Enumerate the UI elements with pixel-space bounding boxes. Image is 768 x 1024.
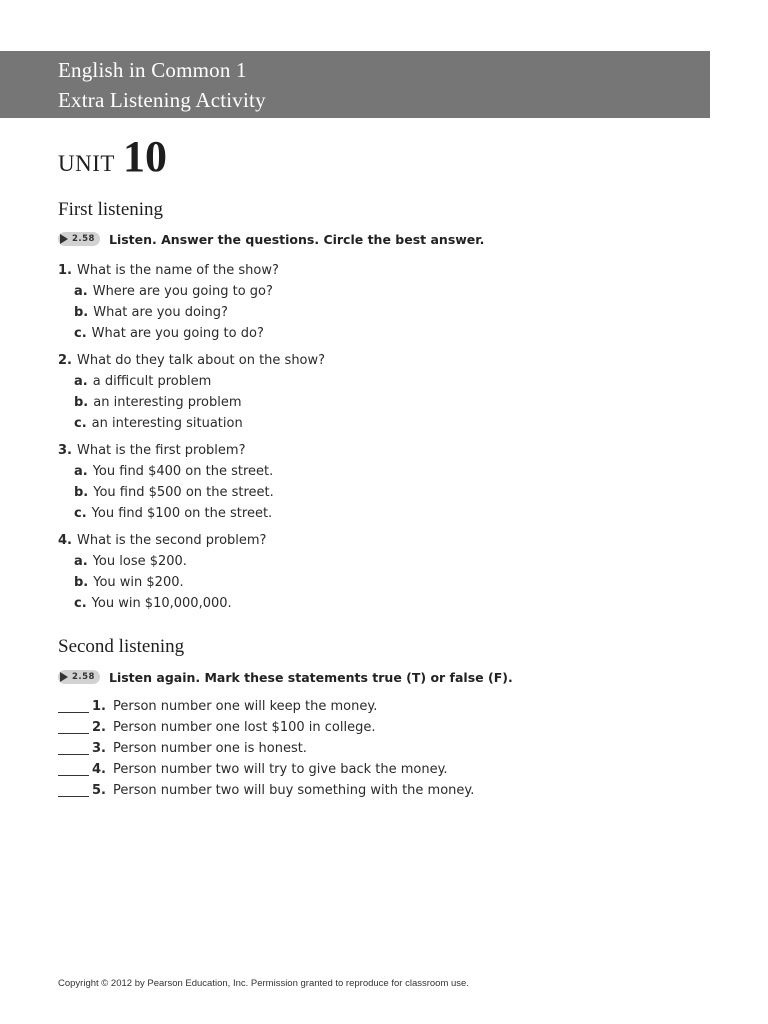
- track-number: 2.58: [72, 672, 95, 682]
- audio-track-badge[interactable]: [58, 670, 100, 684]
- play-icon: [60, 672, 68, 682]
- answer-blank[interactable]: [58, 785, 89, 797]
- question-number: 1.: [58, 263, 72, 278]
- answer-option[interactable]: b. You win $200.: [74, 575, 184, 590]
- answer-blank[interactable]: [58, 743, 89, 755]
- answer-option[interactable]: a. You lose $200.: [74, 554, 187, 569]
- header-band: [0, 51, 710, 118]
- statement-text: Person number two will try to give back the money.: [112, 762, 448, 777]
- statement-text: Person number one is honest.: [112, 741, 307, 756]
- answer-blank[interactable]: [58, 764, 89, 776]
- statement-row: 3. Person number one is honest.: [58, 738, 678, 759]
- statement-row: 2. Person number one lost $100 in college.: [58, 717, 678, 738]
- first-listening-instruction: [58, 230, 484, 248]
- answer-option[interactable]: a. Where are you going to go?: [74, 284, 273, 299]
- statement-text: Person number one lost $100 in college.: [112, 720, 376, 735]
- audio-track-badge[interactable]: [58, 232, 100, 246]
- question: [58, 440, 678, 524]
- question: [58, 530, 678, 614]
- unit-number: 10: [122, 132, 167, 181]
- question-text: What is the second problem?: [76, 533, 267, 548]
- answer-option[interactable]: b. You find $500 on the street.: [74, 485, 274, 500]
- statement-list: [58, 696, 678, 801]
- statement-row: 5. Person number two will buy something with the money.: [58, 780, 678, 801]
- first-listening-title: First listening: [58, 199, 164, 220]
- question-list: [58, 260, 678, 620]
- copyright-footer: Copyright © 2012 by Pearson Education, Inc. Permission granted to reproduce for classroom use.: [58, 978, 469, 989]
- unit-heading: [58, 131, 167, 182]
- question-number: 3.: [58, 443, 72, 458]
- question-text: What is the name of the show?: [76, 263, 279, 278]
- answer-option[interactable]: b. What are you doing?: [74, 305, 228, 320]
- activity-title: Extra Listening Activity: [58, 88, 266, 112]
- answer-option[interactable]: c. You win $10,000,000.: [74, 596, 232, 611]
- question: [58, 350, 678, 434]
- answer-option[interactable]: a. You find $400 on the street.: [74, 464, 274, 479]
- answer-blank[interactable]: [58, 701, 89, 713]
- answer-option[interactable]: c. What are you going to do?: [74, 326, 264, 341]
- instruction-text: Listen again. Mark these statements true (T) or false (F).: [108, 669, 513, 685]
- answer-option[interactable]: b. an interesting problem: [74, 395, 242, 410]
- answer-blank[interactable]: [58, 722, 89, 734]
- book-title: English in Common 1: [58, 58, 247, 82]
- second-listening-title: Second listening: [58, 636, 185, 657]
- question-text: What is the first problem?: [76, 443, 246, 458]
- instruction-text: Listen. Answer the questions. Circle the best answer.: [108, 231, 485, 247]
- statement-row: 4. Person number two will try to give back the money.: [58, 759, 678, 780]
- question-number: 4.: [58, 533, 72, 548]
- statement-text: Person number two will buy something with the money.: [112, 783, 475, 798]
- track-number: 2.58: [72, 234, 95, 244]
- second-listening-instruction: [58, 668, 513, 686]
- question-text: What do they talk about on the show?: [76, 353, 326, 368]
- unit-word: UNIT: [58, 151, 115, 176]
- play-icon: [60, 234, 68, 244]
- question-number: 2.: [58, 353, 72, 368]
- question: [58, 260, 678, 344]
- answer-option[interactable]: a. a difficult problem: [74, 374, 212, 389]
- statement-text: Person number one will keep the money.: [112, 699, 378, 714]
- answer-option[interactable]: c. You find $100 on the street.: [74, 506, 273, 521]
- answer-option[interactable]: c. an interesting situation: [74, 416, 243, 431]
- statement-row: 1. Person number one will keep the money.: [58, 696, 678, 717]
